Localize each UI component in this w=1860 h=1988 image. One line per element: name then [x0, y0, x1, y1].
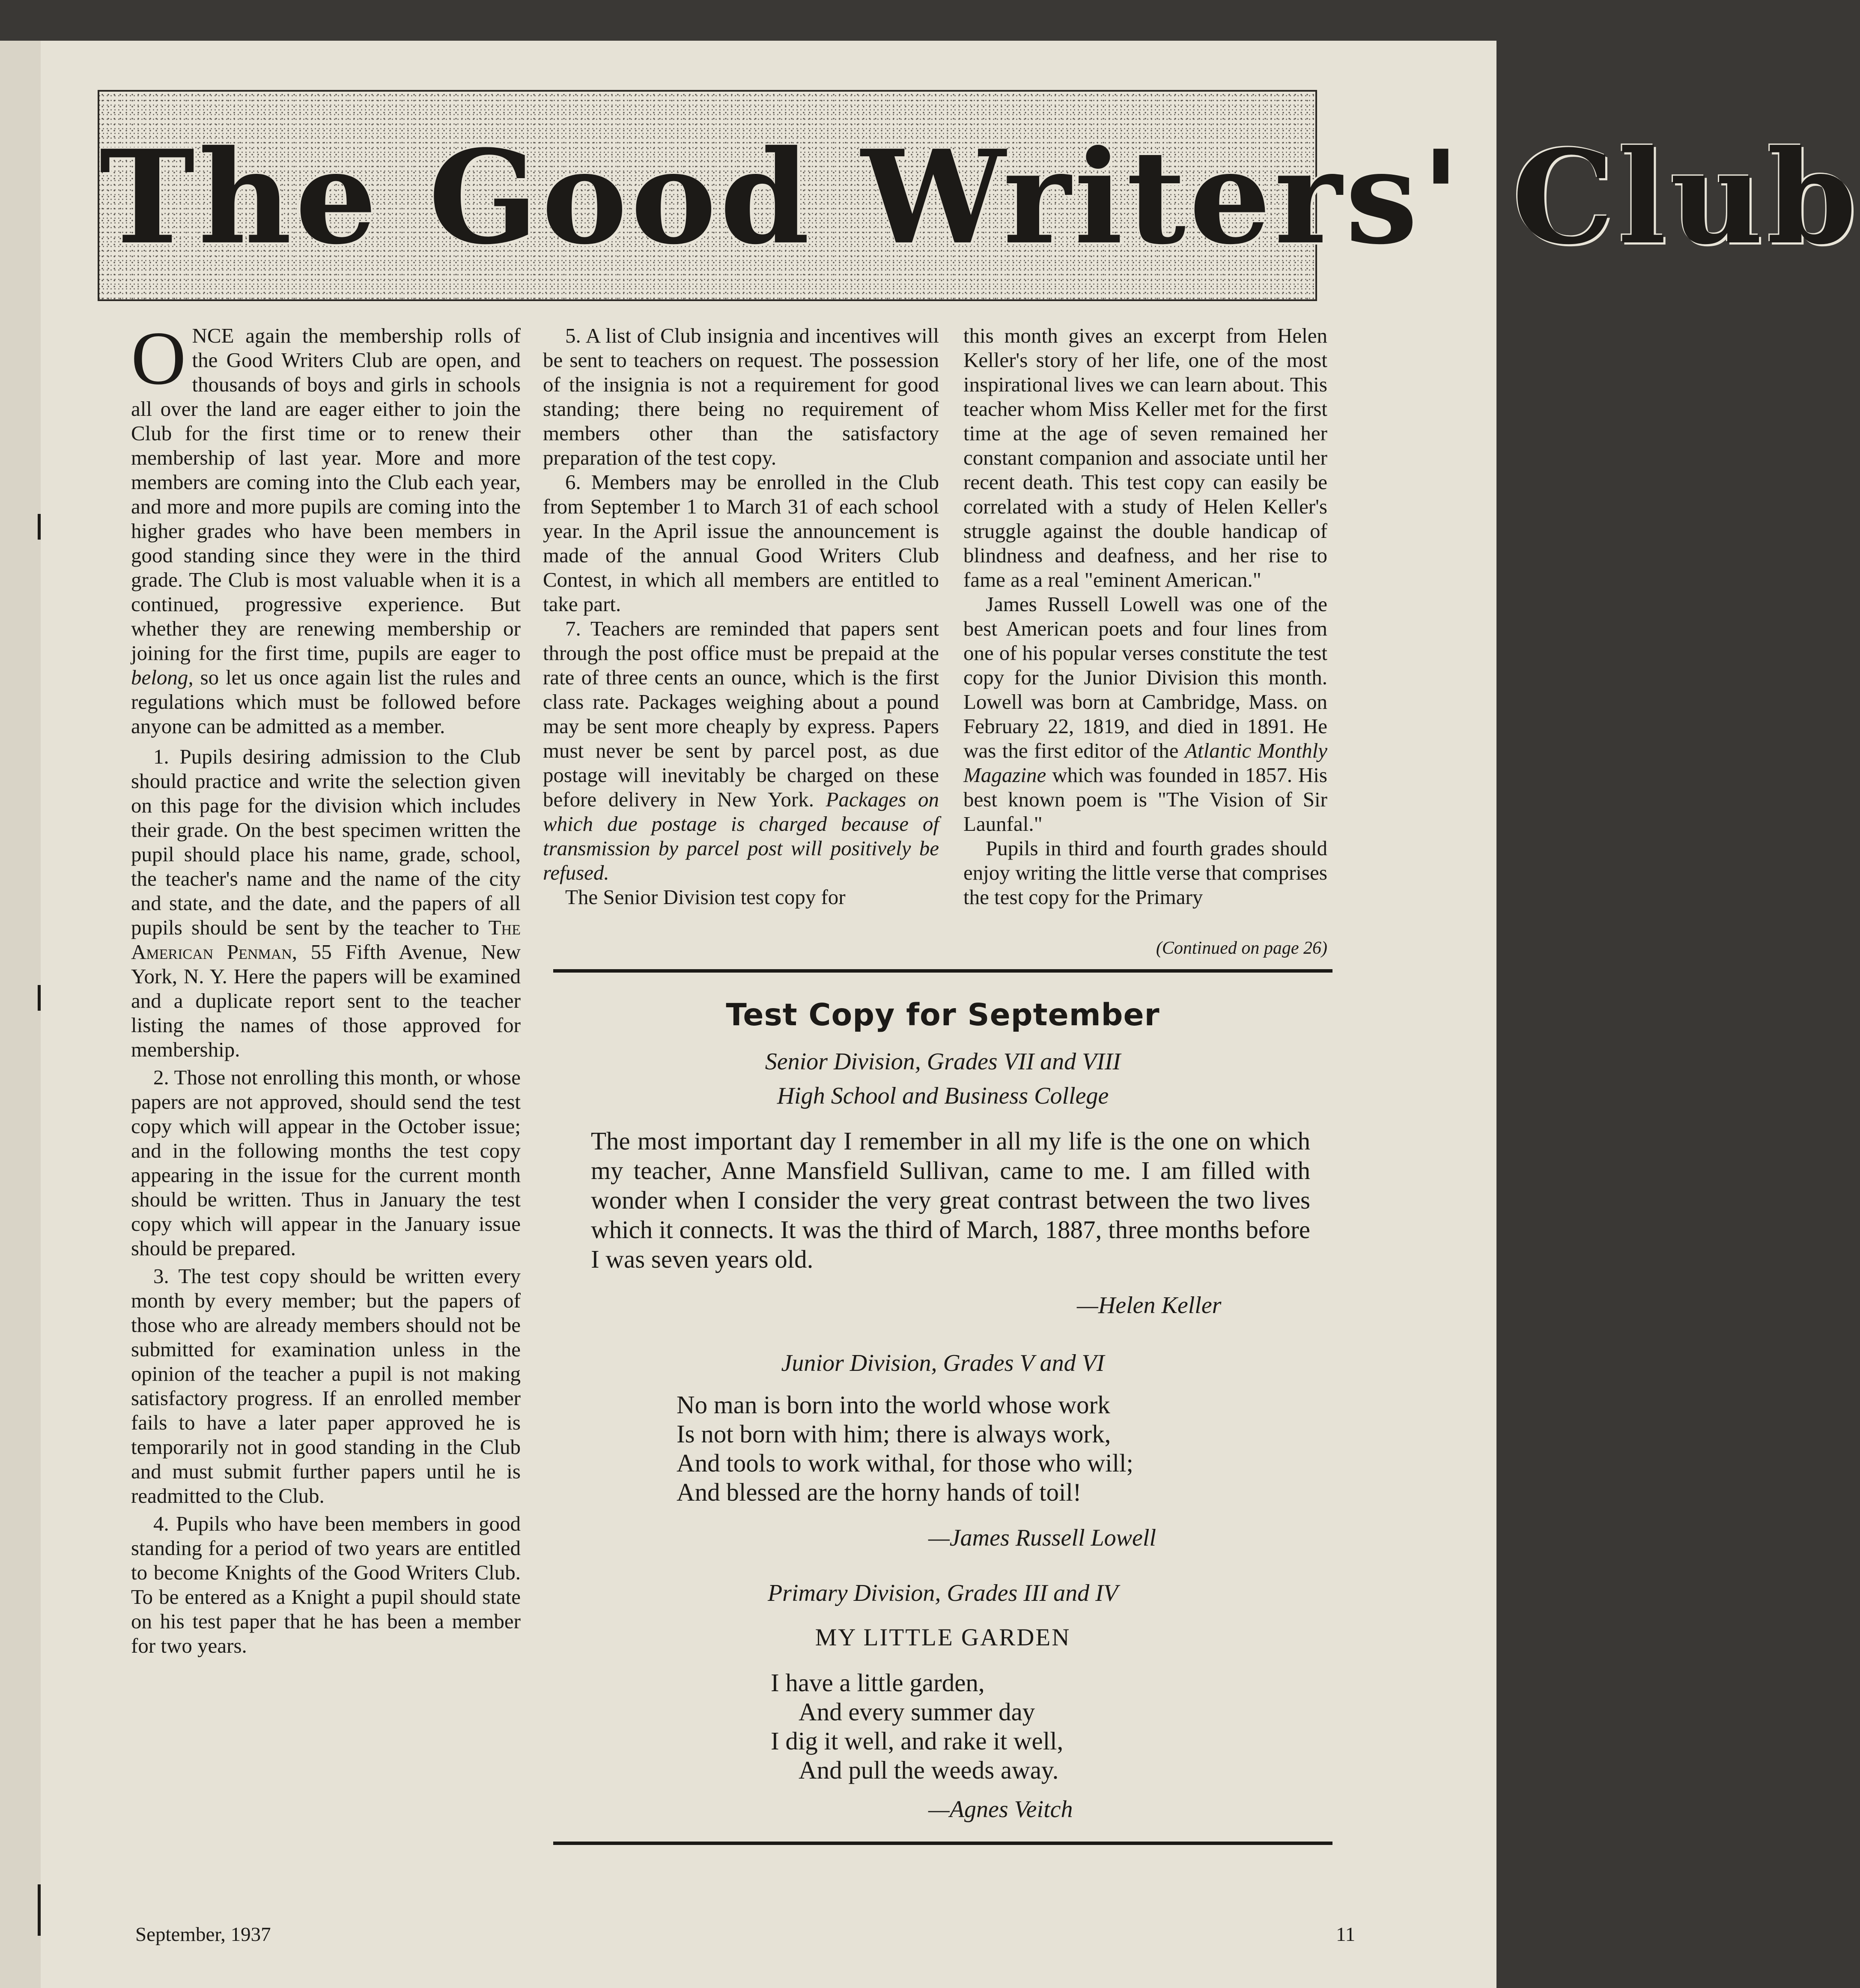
intro-paragraph: ONCE again the membership rolls of the Good Writers Club are open, and thousands of boys and girls in schools all over the land are eager either to join the Club for the first time or to renew their membership of last year. More and more members are coming into the Club each year, and more and more pupils are coming into the higher grades who have been members in good standing since they were in the third grade. The Club is most valuable when it is a continued, progressive experience. But whether they are renewing membership or joining for the first time, pupils are eager to belong, so let us once again list the rules and regulations which must be followed before anyone can be admitted as a member.: [131, 316, 521, 738]
primary-paragraph: Pupils in third and fourth grades should enjoy writing the little verse that comprises the test copy for the Primary: [963, 836, 1327, 909]
primary-author: —Agnes Veitch: [928, 1796, 1073, 1823]
rule-4: 4. Pupils who have been members in good standing for a period of two years are entitled to become Knights of the Good Writers Club. To be entered as a Knight a pupil should state on his test paper that he has been a member for two years.: [131, 1512, 521, 1657]
rule-7: 7. Teachers are reminded that papers sent through the post office must be prepaid at the rate of three cents an ounce, which is the first class rate. Packages weighing about a pound may be sent more cheaply by express. Papers must never be sent by parcel post, as due postage will inevitably be charged on these before delivery in New York. Packages on which due postage is charged because of transmission by parcel post will positively be refused.: [543, 617, 939, 884]
column-2: [543, 323, 939, 909]
rule-6: 6. Members may be enrolled in the Club from September 1 to March 31 of each school year. In the April issue the announcement is made of the annual Good Writers Club Contest, in which all members are entitled to take part.: [543, 470, 939, 616]
footer-date: September, 1937: [135, 1923, 271, 1946]
verse-line: And every summer day: [799, 1698, 1035, 1726]
page-number: 11: [1336, 1923, 1356, 1946]
senior-author: —Helen Keller: [1077, 1292, 1222, 1319]
senior-test-text: The most important day I remember in all my life is the one on which my teacher, Anne Mansfield Sullivan, came to me. I am filled with wonder when I consider the very great contrast between the two lives which it connects. It was the third of March, 1887, three months before I was seven years old.: [591, 1127, 1310, 1273]
verse-line: Is not born with him; there is always work,: [677, 1420, 1111, 1448]
senior-intro: The Senior Division test copy for: [565, 885, 846, 909]
junior-heading: Junior Division, Grades V and VI: [781, 1350, 1105, 1376]
verse-line: And pull the weeds away.: [799, 1756, 1059, 1784]
junior-author: —James Russell Lowell: [928, 1525, 1156, 1551]
senior-subheading: High School and Business College: [777, 1083, 1109, 1109]
magazine-name: The American Penman: [131, 916, 521, 964]
column-1: [131, 316, 521, 1658]
verse-line: I have a little garden,: [771, 1669, 985, 1697]
continued-note: (Continued on page 26): [1156, 938, 1327, 958]
lowell-paragraph: James Russell Lowell was one of the best American poets and four lines from one of his popular verses constitute the test copy for the Junior Division this month. Lowell was born at Cambridge, Mass. on February 22, 1819, and died in 1891. He was the first editor of the Atlantic Monthly Magazine which was founded in 1857. His best known poem is "The Vision of Sir Launfal.": [963, 592, 1327, 836]
divider-top: [553, 969, 1332, 973]
banner-title: The Good Writers' Club: [99, 122, 1860, 273]
rule-2: 2. Those not enrolling this month, or whose papers are not approved, should send the test copy which will appear in the October issue; and in the following months the test copy appearing in the issue for the current month should be written. Thus in January the test copy which will appear in the January issue should be prepared.: [131, 1066, 521, 1260]
divider-bottom: [553, 1842, 1332, 1845]
test-copy-title: Test Copy for September: [726, 997, 1160, 1033]
magazine-spine: [0, 41, 42, 1988]
verse-line: And tools to work withal, for those who will;: [677, 1449, 1133, 1477]
verse-line: No man is born into the world whose work: [677, 1391, 1110, 1419]
senior-heading: Senior Division, Grades VII and VIII: [765, 1048, 1121, 1075]
helen-keller-paragraph: this month gives an excerpt from Helen Keller's story of her life, one of the most inspirational lives we can learn about. This teacher whom Miss Keller met for the first time at the age of seven remained her constant companion and associate until her recent death. This test copy can easily be correlated with a study of Helen Keller's struggle against the double handicap of blindness and deafness, and her rise to fame as a real "eminent American.": [963, 324, 1327, 591]
primary-heading: Primary Division, Grades III and IV: [767, 1580, 1118, 1606]
poem-title: MY LITTLE GARDEN: [815, 1624, 1071, 1651]
drop-cap: O: [131, 316, 186, 400]
primary-verse: [771, 1668, 1063, 1785]
column-3: [963, 323, 1327, 909]
header-banner: [98, 90, 1860, 301]
verse-line: And blessed are the horny hands of toil!: [677, 1478, 1082, 1506]
rule-5: 5. A list of Club insignia and incentives will be sent to teachers on request. The possession of the insignia is not a requirement for good standing; there being no requirement of members other than the satisfactory preparation of the test copy.: [543, 324, 939, 469]
rule-3: 3. The test copy should be written every month by every member; but the papers of those who are already members should not be submitted for examination unless in the opinion of the teacher a pupil is not making satisfactory progress. If an enrolled member fails to have a later paper approved he is temporarily not in good standing in the Club and must submit further papers until he is readmitted to the Club.: [131, 1264, 521, 1507]
rule-1: 1. Pupils desiring admission to the Club should practice and write the selection given on this page for the division which includes their grade. On the best specimen written the pupil should place his name, grade, school, the teacher's name and the name of the city and state, and the date, and the papers of all pupils should be sent by the teacher to The American Penman, 55 Fifth Avenue, New York, N. Y. Here the papers will be examined and a duplicate report sent to the teacher listing the names of those approved for membership.: [131, 745, 521, 1061]
junior-verse: [677, 1390, 1133, 1507]
verse-line: I dig it well, and rake it well,: [771, 1727, 1064, 1755]
